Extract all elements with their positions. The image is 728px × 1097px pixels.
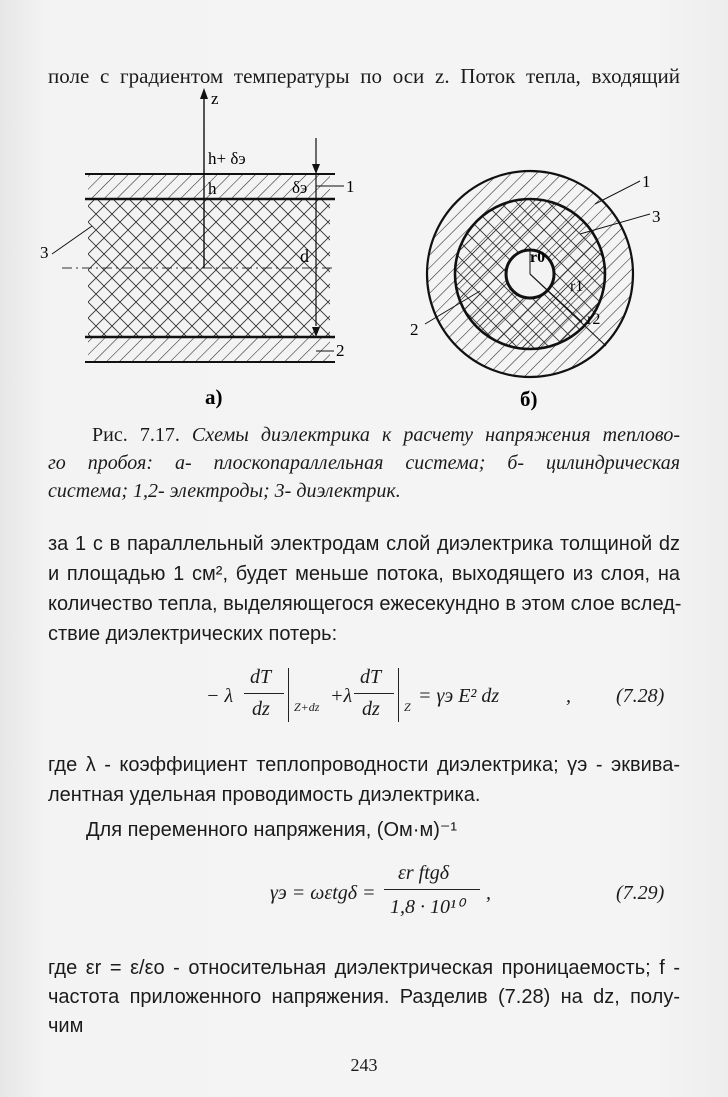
label-r2: r2 xyxy=(587,311,601,328)
figure-7-17 xyxy=(0,86,728,416)
paragraph-4-line-1: где εr = ε/εo - относительная диэлектрическая проницаемость; f - xyxy=(48,957,680,979)
paragraph-2-line-2: лентная удельная проводимость диэлектрика. xyxy=(48,784,481,806)
label-z: z xyxy=(211,89,219,108)
paragraph-1-line-3: количество тепла, выделяющегося ежесекундно в этом слое вслед- xyxy=(48,593,682,615)
paragraph-2-line-1: где λ - коэффициент теплопроводности диэлектрика; γэ - эквива- xyxy=(48,754,680,776)
paragraph-1-line-2: и площадью 1 см², будет меньше потока, выходящего из слоя, на xyxy=(48,563,680,585)
cylindrical-system-diagram xyxy=(410,171,661,411)
paragraph-3: Для переменного напряжения, (Ом·м)⁻¹ xyxy=(86,819,458,841)
caption-lead: Рис. 7.17. xyxy=(92,424,180,446)
electrode-bottom xyxy=(88,337,330,362)
label-d: d xyxy=(300,246,309,266)
caption-line-2: го пробоя: а- плоскопараллельная система; б- цилиндрическая xyxy=(48,452,680,474)
paragraph-1-line-1: за 1 с в параллельный электродам слой диэлектрика толщиной dz xyxy=(48,533,680,555)
text-line-intro: поле с градиентом температуры по оси z. Поток тепла, входящий xyxy=(48,64,680,88)
page-number: 243 xyxy=(350,1055,378,1075)
label-h: h xyxy=(208,179,217,198)
label-3-right: 3 xyxy=(652,207,661,226)
label-b: б) xyxy=(520,387,538,411)
caption-text-1: Схемы диэлектрика к расчету напряжения теплово- xyxy=(191,424,680,446)
label-delta: δэ xyxy=(292,178,308,197)
paragraph-4-line-2: частота приложенного напряжения. Разделив (7.28) на dz, полу- xyxy=(48,986,680,1008)
label-1-right: 1 xyxy=(642,172,651,191)
equation-7-29: γэ = ωεtgδ = εr ftgδ 1,8 · 10¹⁰ , xyxy=(270,862,491,918)
label-2-right: 2 xyxy=(410,320,419,339)
label-h-plus-delta: h+ δэ xyxy=(208,149,246,168)
paragraph-4-line-3: чим xyxy=(48,1015,84,1037)
paragraph-1-line-4: ствие диэлектрических потерь: xyxy=(48,623,338,645)
label-1-left: 1 xyxy=(346,177,355,196)
caption-line-1 xyxy=(92,424,680,447)
equation-7-28: − λ dT dz Z+dz +λ dT dz Z = γэ E² dz , xyxy=(206,666,571,720)
equation-number-7-29: (7.29) xyxy=(616,882,665,904)
equation-number-7-28: (7.28) xyxy=(616,685,665,707)
label-2-left: 2 xyxy=(336,341,345,360)
label-3-left: 3 xyxy=(40,243,49,262)
label-r1: r1 xyxy=(570,278,584,295)
label-r0: r0 xyxy=(530,249,546,266)
label-a: а) xyxy=(205,385,223,409)
planar-system-diagram xyxy=(40,88,355,409)
caption-line-3: система; 1,2- электроды; 3- диэлектрик. xyxy=(48,480,401,502)
